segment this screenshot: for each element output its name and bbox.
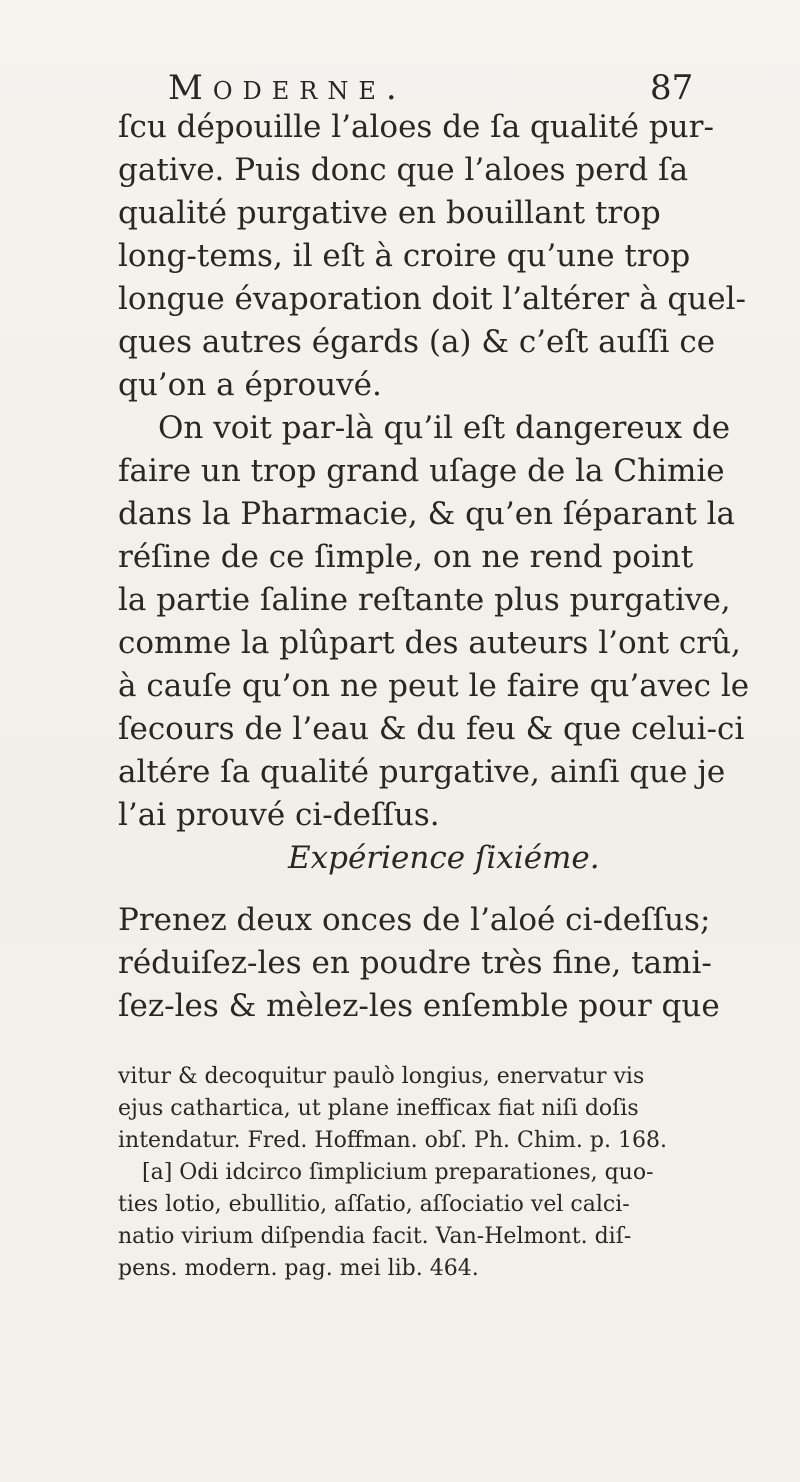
body-line: longue évaporation doit l’altérer à quel- (118, 281, 746, 317)
body-line: altére ſa qualité purgative, ainſi que je (118, 754, 726, 790)
section-heading: Expérience ſixiéme. (288, 840, 600, 876)
body-line: gative. Puis donc que l’aloes perd ſa (118, 152, 689, 188)
footnote-line: vitur & decoquitur paulò longius, enervatur vis (118, 1064, 645, 1089)
footnote-line: ejus cathartica, ut plane inefficax fiat niſi doſis (118, 1096, 639, 1121)
body-line: On voit par-là qu’il eſt dangereux de (158, 410, 731, 446)
body-line: ſcu dépouille l’aloes de ſa qualité pur- (118, 109, 714, 145)
page-header (0, 64, 800, 112)
footnote-line: ties lotio, ebullitio, aſſatio, aſſociatio vel calci- (118, 1192, 630, 1217)
body-line: la partie ſaline reſtante plus purgative, (118, 582, 731, 618)
body-line: ſecours de l’eau & du feu & que celui-ci (118, 711, 745, 747)
body-line: faire un trop grand uſage de la Chimie (118, 453, 725, 489)
body-line: qualité purgative en bouillant trop (118, 195, 661, 231)
body-line: qu’on a éprouvé. (118, 367, 382, 403)
page-number: 87 (650, 68, 694, 108)
footnote-line: pens. modern. pag. mei lib. 464. (118, 1256, 479, 1281)
body-line: ſez-les & mèlez-les enſemble pour que (118, 988, 720, 1024)
body-line: long-tems, il eſt à croire qu’une trop (118, 238, 691, 274)
footnote-line: [a] Odi idcirco ſimplicium preparationes, quo- (142, 1160, 654, 1185)
footnote-line: intendatur. Fred. Hoffman. obſ. Ph. Chim. p. 168. (118, 1128, 667, 1153)
running-head: Moderne. (168, 68, 407, 108)
body-line: réduiſez-les en poudre très fine, tami- (118, 945, 712, 981)
body-line: dans la Pharmacie, & qu’en ſéparant la (118, 496, 736, 532)
body-line: réſine de ce ſimple, on ne rend point (118, 539, 694, 575)
body-line: comme la plûpart des auteurs l’ont crû, (118, 625, 741, 661)
body-line: Prenez deux onces de l’aloé ci-deſſus; (118, 902, 711, 938)
body-line: à cauſe qu’on ne peut le faire qu’avec le (118, 668, 750, 704)
body-line: ques autres égards (a) & c’eſt auſſi ce (118, 324, 716, 360)
body-line: l’ai prouvé ci-deſſus. (118, 797, 440, 833)
footnote-line: natio virium diſpendia facit. Van-Helmont. diſ- (118, 1224, 632, 1249)
